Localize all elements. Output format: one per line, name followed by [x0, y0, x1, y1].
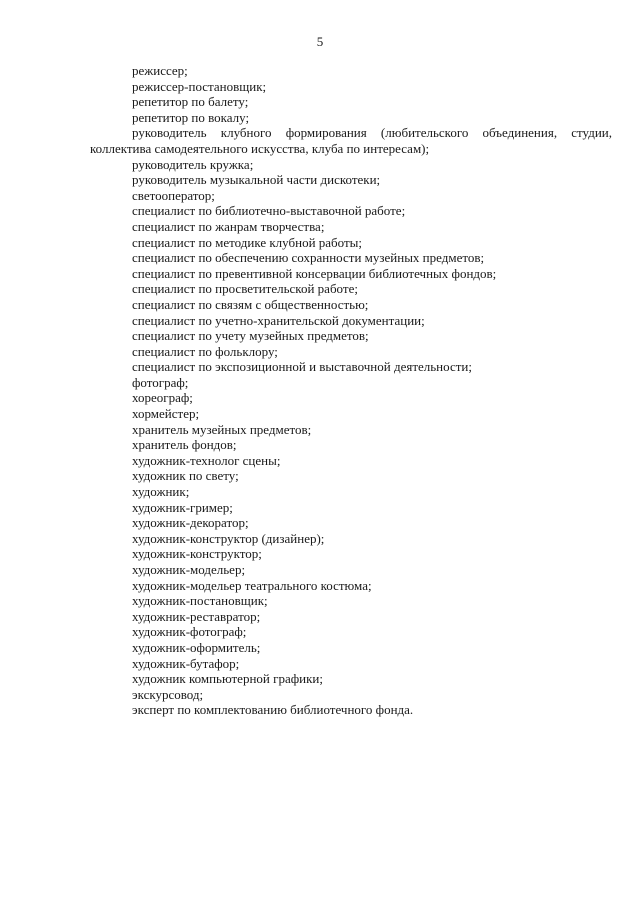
list-item: специалист по жанрам творчества; — [132, 218, 325, 234]
list-item: художник компьютерной графики; — [132, 671, 323, 687]
page-number: 5 — [316, 34, 324, 49]
list-item: светооператор; — [132, 187, 215, 203]
list-item: хранитель музейных предметов; — [132, 421, 312, 437]
list-item: специалист по превентивной консервации библиотечных фондов; — [132, 265, 497, 281]
list-item: хореограф; — [132, 390, 193, 406]
list-item: художник-модельер театрального костюма; — [132, 577, 372, 593]
list-item: художник-конструктор; — [132, 546, 262, 562]
list-item: специалист по обеспечению сохранности музейных предметов; — [132, 250, 485, 266]
list-item: художник-реставратор; — [132, 608, 261, 624]
list-item: специалист по учету музейных предметов; — [132, 328, 369, 344]
list-item: художник-оформитель; — [132, 639, 261, 655]
list-item: специалист по связям с общественностью; — [132, 296, 369, 312]
list-item: репетитор по балету; — [132, 94, 249, 110]
list-item: специалист по экспозиционной и выставочной деятельности; — [132, 359, 472, 375]
list-item: репетитор по вокалу; — [132, 109, 250, 125]
list-item: художник-конструктор (дизайнер); — [132, 530, 325, 546]
list-item: специалист по методике клубной работы; — [132, 234, 363, 250]
list-item: художник-фотограф; — [132, 624, 247, 640]
list-item: хормейстер; — [132, 406, 200, 422]
list-item: режиссер; — [132, 63, 188, 78]
list-item: руководитель клубного формирования (любительского объединения, студии, коллектива самодеятельного искусства, клуба по интересам); — [90, 125, 612, 156]
list-item: хранитель фондов; — [132, 437, 237, 453]
list-item: фотограф; — [132, 374, 189, 390]
list-item: художник-бутафор; — [132, 655, 240, 671]
list-item: художник-гример; — [132, 499, 233, 515]
list-item: художник-технолог сцены; — [132, 452, 281, 468]
list-item: художник; — [132, 484, 190, 500]
position-list — [90, 63, 612, 718]
list-item: специалист по учетно-хранительской документации; — [132, 312, 425, 328]
list-item: руководитель музыкальной части дискотеки; — [132, 172, 381, 188]
list-item: специалист по просветительской работе; — [132, 281, 358, 297]
list-item: руководитель кружка; — [132, 156, 254, 172]
list-item: художник-постановщик; — [132, 593, 268, 609]
list-item: экскурсовод; — [132, 686, 204, 702]
list-item: эксперт по комплектованию библиотечного фонда. — [132, 702, 414, 718]
list-item: режиссер-постановщик; — [132, 78, 267, 94]
list-item: художник по свету; — [132, 468, 239, 484]
list-item: специалист по фольклору; — [132, 343, 278, 359]
list-item: художник-модельер; — [132, 562, 246, 577]
list-item: художник-декоратор; — [132, 515, 249, 531]
list-item: специалист по библиотечно-выставочной работе; — [132, 203, 406, 219]
